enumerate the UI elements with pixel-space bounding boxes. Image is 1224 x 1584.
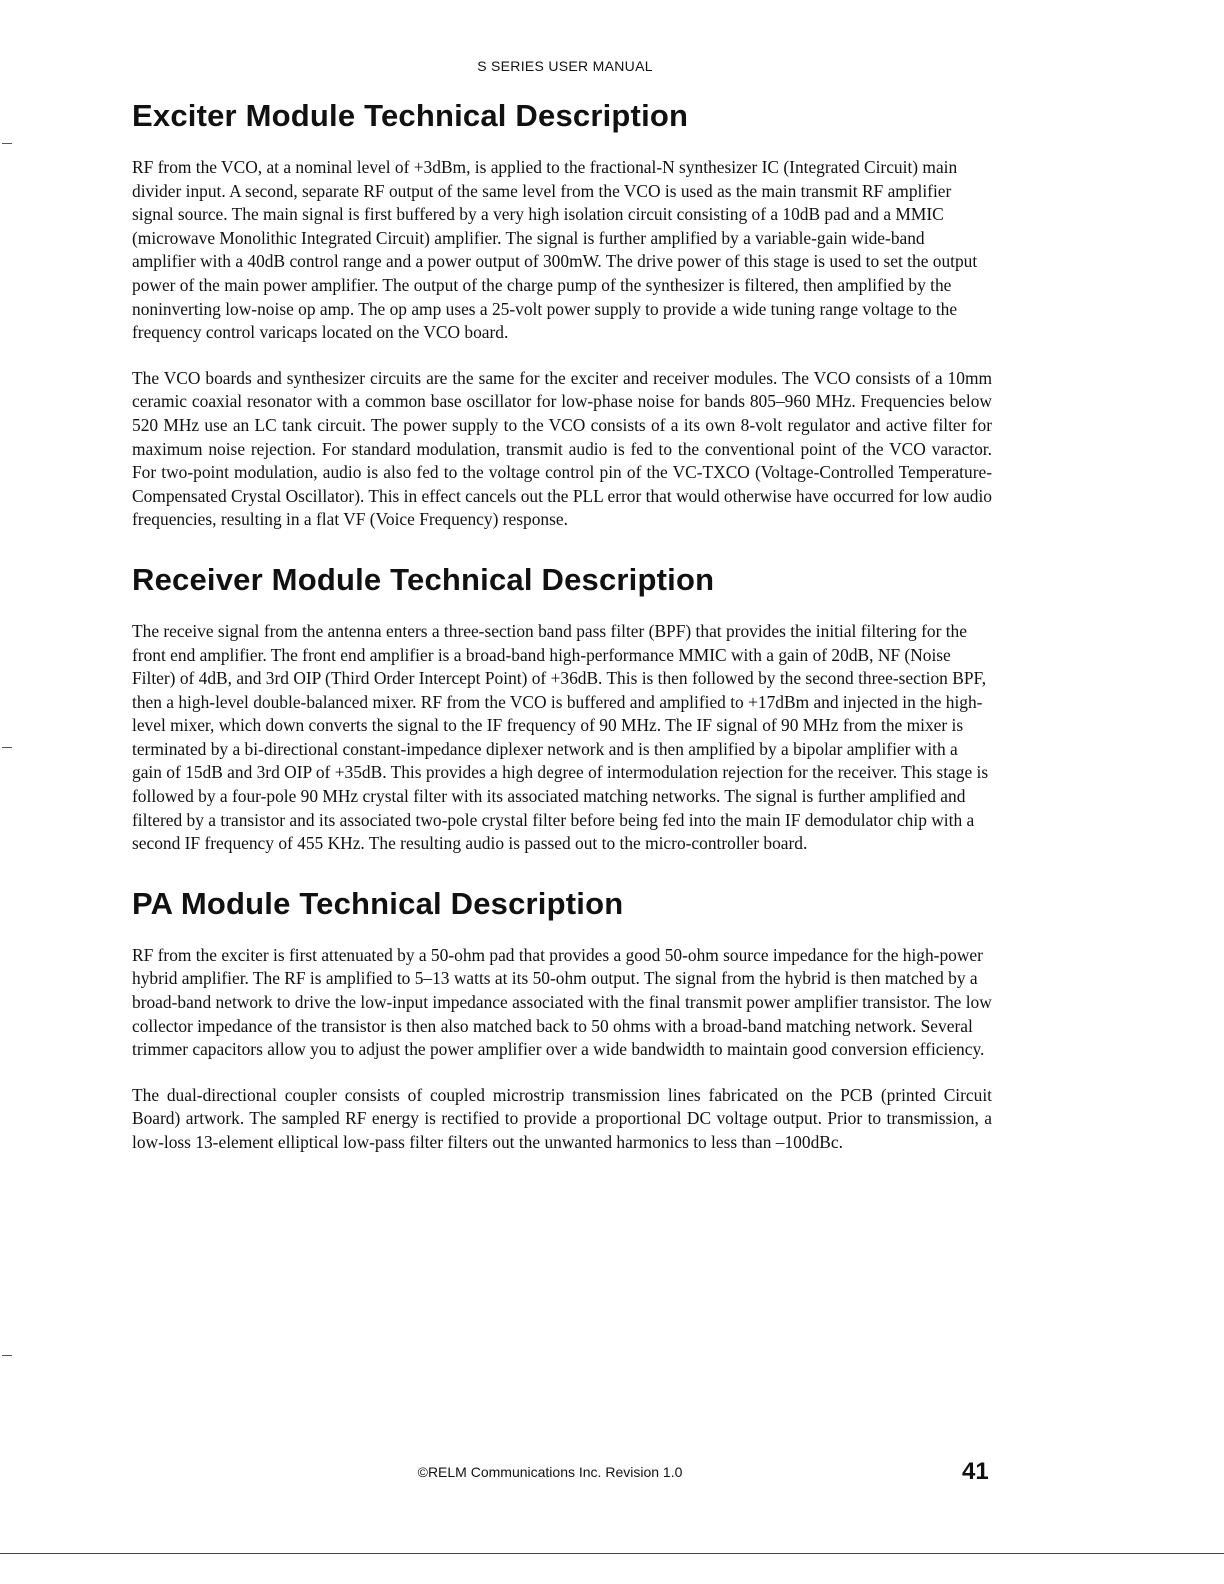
margin-mark	[2, 747, 12, 748]
footer-copyright: ©RELM Communications Inc. Revision 1.0	[417, 1464, 683, 1480]
pa-section	[132, 886, 992, 1155]
section-heading: Exciter Module Technical Description	[132, 98, 689, 133]
body-paragraph: The dual-directional coupler consists of coupled microstrip transmission lines fabricated on the PCB (printed Circuit Board) artwork. The sampled RF energy is rectified to provide a proportional DC voltage output. Prior to transmission, a low-loss 13-element elliptical low-pass filter filters out the unwanted harmonics to less than –100dBc.	[132, 1084, 992, 1152]
running-header: S SERIES USER MANUAL	[477, 58, 653, 74]
body-paragraph: The VCO boards and synthesizer circuits are the same for the exciter and receiver modules. The VCO consists of a 10mm ceramic coaxial resonator with a common base oscillator for low-phase noise for bands 805–960 MHz. Frequencies below 520 MHz use an LC tank circuit. The power supply to the VCO consists of a its own 8-volt regulator and active filter for maximum noise rejection. For standard modulation, transmit audio is fed to the conventional point of the VCO varactor. For two-point modulation, audio is also fed to the voltage control pin of the VC-TXCO (Voltage-Controlled Temperature-Compensated Crystal Oscillator). This in effect cancels out the PLL error that would otherwise have occurred for low audio frequencies, resulting in a flat VF (Voice Frequency) response.	[132, 367, 992, 530]
receiver-section	[132, 562, 992, 856]
body-paragraph: RF from the exciter is first attenuated by a 50-ohm pad that provides a good 50-ohm source impedance for the high-power hybrid amplifier. The RF is amplified to 5–13 watts at its 50-ohm output. The signal from the hybrid is then matched by a broad-band network to drive the low-input impedance associated with the final transmit power amplifier transistor. The low collector impedance of the transistor is then also matched back to 50 ohms with a broad-band matching network. Several trimmer capacitors allow you to adjust the power amplifier over a wide bandwidth to maintain good conversion efficiency.	[132, 944, 992, 1060]
margin-mark	[2, 1355, 12, 1356]
margin-mark	[2, 143, 12, 144]
section-heading: Receiver Module Technical Description	[132, 561, 715, 597]
bottom-divider	[0, 1553, 1224, 1554]
exciter-section	[132, 98, 992, 532]
body-paragraph: The receive signal from the antenna enters a three-section band pass filter (BPF) that provides the initial filtering for the front end amplifier. The front end amplifier is a broad-band high-performance MMIC with a gain of 20dB, NF (Noise Filter) of 4dB, and 3rd OIP (Third Order Intercept Point) of +36dB. This is then followed by the second three-section BPF, then a high-level double-balanced mixer. RF from the VCO is buffered and amplified to +17dBm and injected in the high-level mixer, which down converts the signal to the IF frequency of 90 MHz. The IF signal of 90 MHz from the mixer is terminated by a bi-directional constant-impedance diplexer network and is then amplified by a bipolar amplifier with a gain of 15dB and 3rd OIP of +35dB. This provides a high degree of intermodulation rejection for the receiver. This stage is followed by a four-pole 90 MHz crystal filter with its associated matching networks. The signal is further amplified and filtered by a transistor and its associated two-pole crystal filter before being fed into the main IF demodulator chip with a second IF frequency of 455 KHz. The resulting audio is passed out to the micro-controller board.	[132, 620, 989, 854]
section-heading: PA Module Technical Description	[132, 885, 624, 921]
page-number: 41	[962, 1458, 989, 1485]
body-paragraph: RF from the VCO, at a nominal level of +3dBm, is applied to the fractional-N synthesizer IC (Integrated Circuit) main divider input. A second, separate RF output of the same level from the VCO is used as the main transmit RF amplifier signal source. The main signal is first buffered by a very high isolation circuit consisting of a 10dB pad and a MMIC (microwave Monolithic Integrated Circuit) amplifier. The signal is further amplified by a variable-gain wide-band amplifier with a 40dB control range and a power output of 300mW. The drive power of this stage is used to set the output power of the main power amplifier. The output of the charge pump of the synthesizer is filtered, then amplified by the noninverting low-noise op amp. The op amp uses a 25-volt power supply to provide a wide tuning range voltage to the frequency control varicaps located on the VCO board.	[132, 157, 978, 343]
page-body	[132, 98, 992, 1185]
